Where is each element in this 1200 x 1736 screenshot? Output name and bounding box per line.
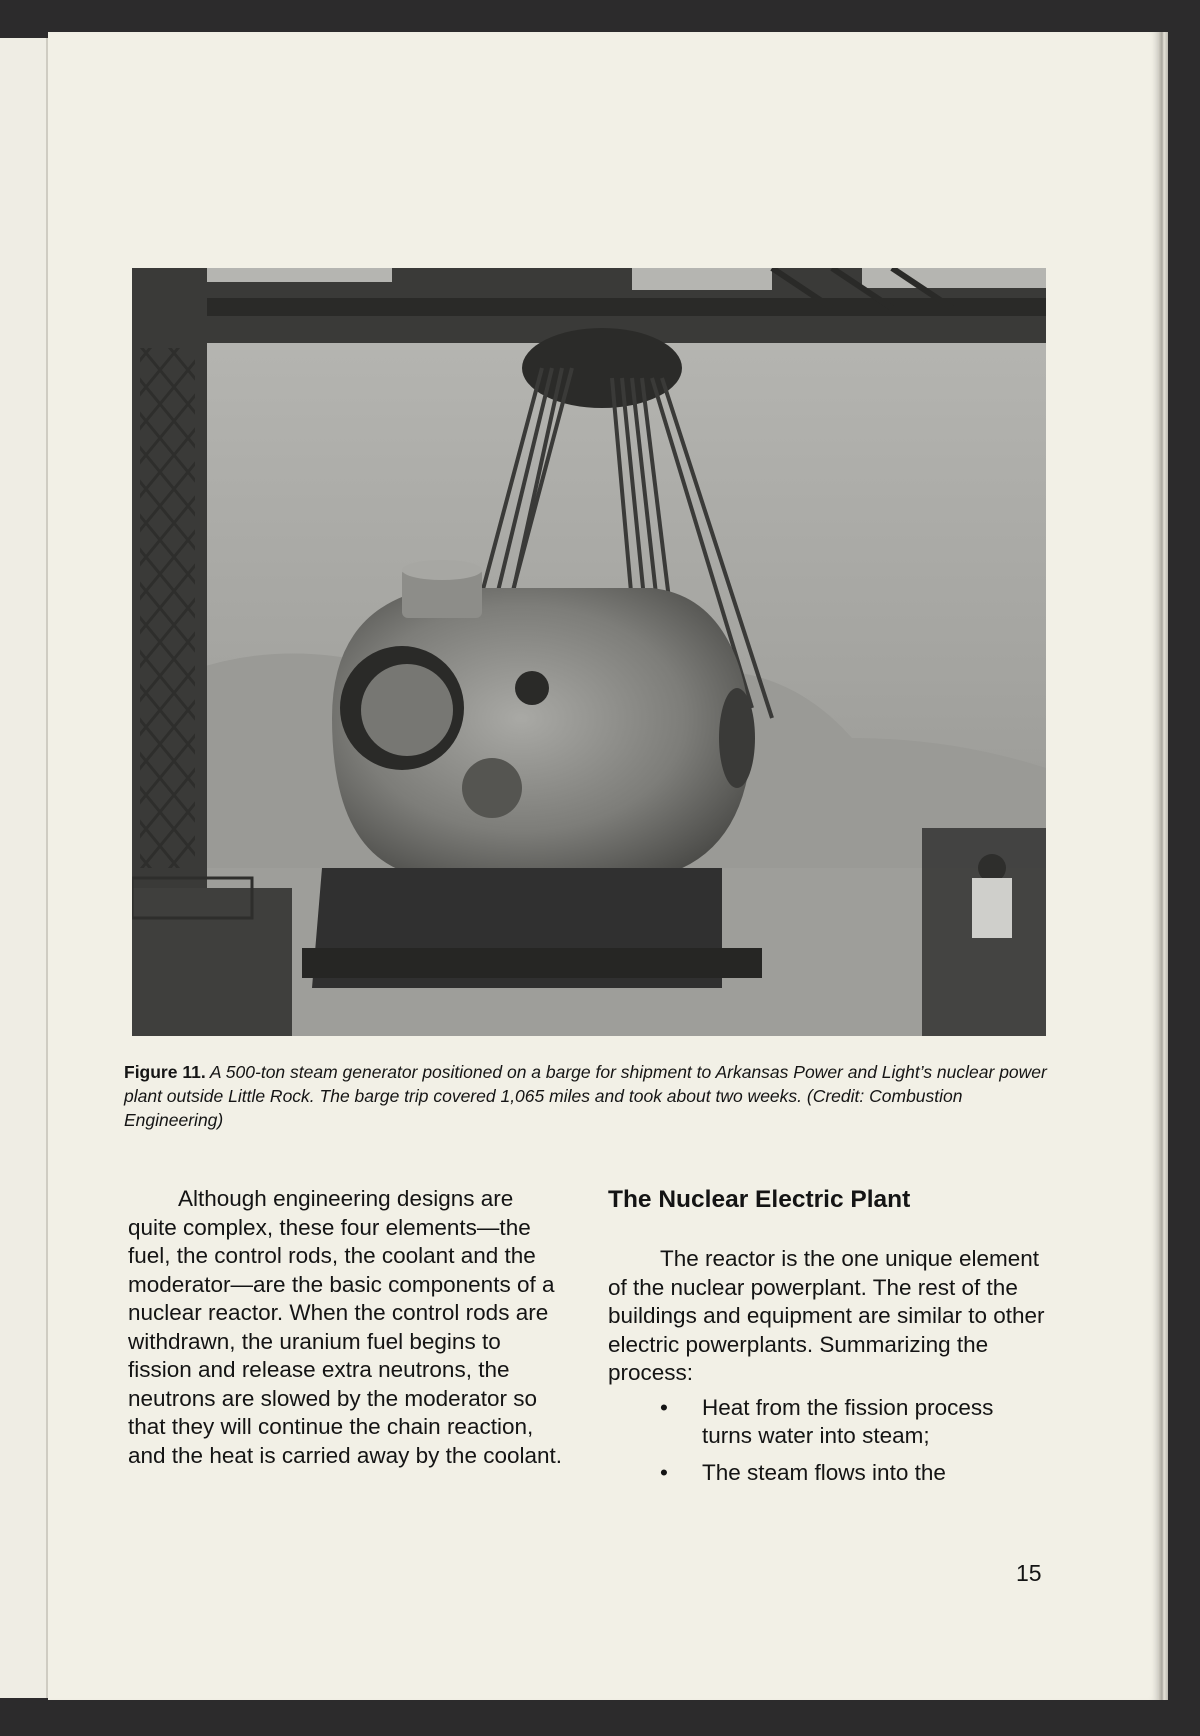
- figure-caption: [124, 1060, 1064, 1132]
- right-column: [608, 1185, 1048, 1495]
- bullet-icon: •: [660, 1459, 668, 1485]
- bullet-icon: •: [660, 1394, 668, 1420]
- page-number: 15: [1016, 1560, 1042, 1586]
- figure-label: Figure 11.: [124, 1062, 206, 1082]
- figure-caption-text: A 500-ton steam generator positioned on a barge for shipment to Arkansas Power and Light’s nuclear power plant outside Little Rock. The barge trip covered 1,065 miles and took about two weeks. (Credit: Combustion Engineering): [124, 1062, 1047, 1130]
- page-binding-edge: [1158, 32, 1168, 1700]
- list-item: [608, 1394, 1048, 1451]
- list-item-text: The steam flows into the: [702, 1459, 946, 1485]
- body-paragraph: Although engineering designs are quite complex, these four elements—the fuel, the control rods, the coolant and the moderator—are the basic components of a nuclear reactor. When the control rods are withdrawn, the uranium fuel begins to fission and release extra neutrons, the neutrons are slowed by the moderator so that they will continue the chain reaction, and the heat is carried away by the coolant.: [128, 1186, 563, 1468]
- process-list: [608, 1394, 1048, 1488]
- adjacent-page-edge: [0, 38, 48, 1698]
- list-item-text: Heat from the fission process turns water into steam;: [702, 1394, 994, 1448]
- steam-generator-photo: [132, 268, 1046, 1036]
- body-paragraph: The reactor is the one unique element of the nuclear powerplant. The rest of the buildings and equipment are similar to other electric powerplants. Summarizing the process:: [608, 1246, 1045, 1385]
- left-column: [128, 1185, 568, 1470]
- section-heading: The Nuclear Electric Plant: [608, 1186, 911, 1213]
- list-item: [608, 1459, 1048, 1488]
